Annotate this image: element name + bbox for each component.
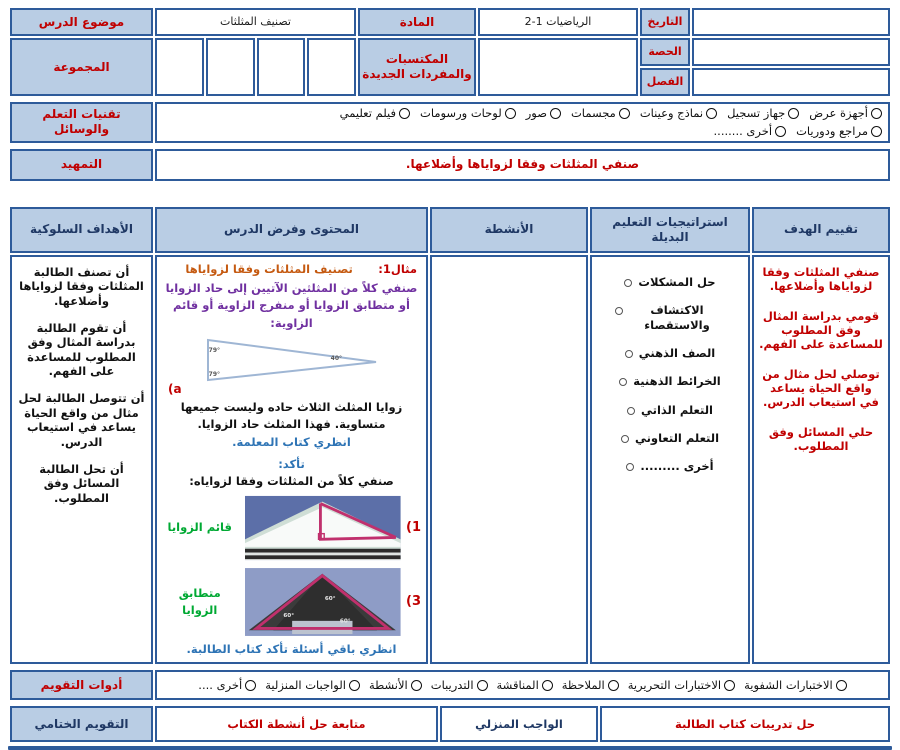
media-option-8[interactable] [714,124,787,138]
intro-text: صنفي المثلثات وفقا لزواياها وأضلاعها. [155,149,890,181]
confirm-label: تأكد: [278,456,305,471]
media-option-1[interactable] [727,106,799,120]
col-header-content: المحتوى وفرض الدرس [155,207,428,253]
objective-item: أن تصنف الطالبة المثلثات وفقا لزواياها وأضلاعها. [19,264,144,308]
assessment-tools-table [8,668,892,702]
assessment-option-label: الملاحظة [561,678,605,693]
item-number: 3) [406,594,421,610]
media-row-label: تقنيات التعلم والوسائل [10,102,153,143]
intro-label: التمهيد [10,149,153,181]
radio-icon[interactable] [411,680,422,691]
radio-icon[interactable] [836,680,847,691]
group-cell-2[interactable] [257,38,306,96]
new-vocab-label: المكتسبات والمفردات الجديدة [358,38,476,96]
svg-text:79°: 79° [208,370,220,378]
assessment-option-label: المناقشة [496,678,539,693]
triangle-svg [202,336,382,384]
homework-label: الواجب المنزلي [440,706,598,742]
roof-photo [245,494,401,562]
header-row-period [10,38,890,66]
radio-icon[interactable] [619,108,630,119]
bullet-icon [619,378,627,386]
spacer-cell-2 [598,187,754,203]
radio-icon[interactable] [505,108,516,119]
strategy-item[interactable] [597,346,743,360]
media-option-label: نماذج وعينات [639,106,704,120]
goal-eval-cell[interactable] [752,255,890,665]
radio-icon[interactable] [871,126,882,137]
spacer-cell-1 [756,187,890,203]
assessment-tools-label: أدوات التقويم [10,670,153,700]
pyramid-photo [245,566,401,638]
bottom-rule [8,746,892,750]
assessment-option-7[interactable] [198,678,256,692]
bullet-icon [627,407,635,415]
strategies-list [597,261,743,474]
group-label: المجموعة [10,38,153,96]
photo-row-2 [162,566,421,638]
item-number: 1) [406,520,421,536]
spacer-cell-3 [442,187,596,203]
subject-value[interactable]: الرياضيات 1-2 [478,8,638,36]
lesson-topic-value[interactable]: تصنيف المثلثات [155,8,356,36]
strategy-item[interactable] [597,459,743,473]
main-body-row [10,255,890,665]
assessment-options-cell[interactable] [155,670,890,700]
teacher-book-note: انظري كتاب المعلمة. [232,435,351,450]
radio-icon[interactable] [550,108,561,119]
header-row-topic [10,8,890,36]
radio-icon[interactable] [245,680,256,691]
media-option-2[interactable] [640,106,717,120]
spacer-cell-4 [151,187,440,203]
strategy-item[interactable] [597,275,743,289]
assessment-option-4[interactable] [431,678,488,692]
radio-icon[interactable] [542,680,553,691]
col-header-goal-eval: تقييم الهدف [752,207,890,253]
col-header-objectives: الأهداف السلوكية [10,207,153,253]
goal-eval-list [759,261,883,454]
date-value-cell[interactable] [692,8,890,36]
svg-text:60°: 60° [283,613,295,620]
date-label: التاريخ [640,8,690,36]
final-eval-label: التقويم الختامي [10,706,153,742]
media-table [8,100,892,145]
bullet-icon [626,463,634,471]
content-body [162,261,421,659]
media-option-label: مراجع ودوريات [796,124,868,139]
spacer-row [10,187,890,203]
radio-icon[interactable] [788,108,799,119]
assessment-option-3[interactable] [497,678,553,692]
media-option-5[interactable] [420,106,516,120]
new-vocab-value[interactable] [478,38,638,96]
period-label: الحصة [640,38,690,66]
strategy-item[interactable] [597,431,743,445]
assessment-option-6[interactable] [265,678,360,692]
group-cell-3[interactable] [206,38,255,96]
radio-icon[interactable] [706,108,717,119]
spacer-table [8,185,892,205]
final-eval-table [8,704,892,744]
main-table [8,205,892,667]
objectives-list [17,261,146,505]
media-option-label: جهاز تسجيل [727,106,786,120]
period-value-cell[interactable] [692,38,890,66]
objective-item: أن تقوم الطالبة بدراسة المثال وفق المطلوب للمساعدة على الفهم. [27,320,136,378]
intro-table [8,147,892,183]
objective-item: أن تتوصل الطالبة لحل مثال من واقع الحياة يساعد في استيعاب الدرس. [18,391,145,449]
assessment-option-2[interactable] [562,678,619,692]
media-option-7[interactable] [796,124,882,138]
media-option-label: لوحات ورسومات [420,106,502,120]
strategy-item[interactable] [597,303,743,332]
media-option-6[interactable] [340,106,410,120]
assessment-option-1[interactable] [628,678,735,692]
part-a-mark: a) [168,381,182,396]
class-label: الفصل [640,68,690,96]
radio-icon[interactable] [477,680,488,691]
lesson-topic-label: موضوع الدرس [10,8,153,36]
radio-icon[interactable] [399,108,410,119]
media-option-label: صور [525,106,547,120]
col-header-activities: الأنشطة [430,207,588,253]
media-option-label: أجهزة عرض [809,106,868,120]
svg-text:60°: 60° [340,618,352,625]
radio-icon[interactable] [608,680,619,691]
group-cell-1[interactable] [307,38,356,96]
bullet-icon [615,307,623,315]
content-cell[interactable] [155,255,428,665]
strategy-label: التعلم الذاتي [641,402,713,417]
strategy-label: حل المشكلات [638,274,716,289]
homework-value[interactable]: حل تدريبات كتاب الطالبة [600,706,890,742]
media-options-cell[interactable] [155,102,890,143]
spacer-cell-5 [10,187,149,203]
goal-eval-item: حلي المسائل وفق المطلوب. [768,424,874,454]
col-header-strategies: استراتيجيات التعليم البديلة [590,207,750,253]
assessment-option-label: الاختبارات الشفوية [744,678,833,693]
objectives-cell[interactable] [10,255,153,665]
assessment-option-5[interactable] [369,678,422,692]
class-value-cell[interactable] [692,68,890,96]
goal-eval-item: قومي بدراسة المثال وفق المطلوب للمساعدة على الفهم. [759,308,883,352]
svg-text:60°: 60° [325,596,336,603]
assessment-tools-row [10,670,890,700]
strategy-label: التعلم التعاوني [634,431,720,445]
media-option-4[interactable] [526,106,561,120]
assessment-option-label: أخرى .... [198,678,243,693]
photo-row-1 [162,494,421,562]
media-option-3[interactable] [571,106,630,120]
radio-icon[interactable] [724,680,735,691]
intro-row [10,149,890,181]
final-eval-row [10,706,890,742]
assessment-option-label: الواجبات المنزلية [265,678,346,693]
assessment-option-label: الاختبارات التحريرية [627,678,722,693]
bullet-icon [621,435,629,443]
media-option-0[interactable] [809,106,882,120]
media-option-label: مجسمات [570,106,616,120]
subject-label: المادة [358,8,476,36]
strategy-item[interactable] [597,403,743,417]
radio-icon[interactable] [775,126,786,137]
strategy-label: أخرى ......... [640,459,714,474]
svg-text:79°: 79° [208,346,220,354]
part-a-text: زوايا المثلث الثلاث حاده وليست جميعها متساوية. فهذا المثلث حاد الزوايا. [180,399,403,431]
strategies-cell[interactable] [590,255,750,665]
goal-eval-item: توصلي لحل مثال من واقع الحياة يساعد في استيعاب الدرس. [762,366,880,410]
example-label: مثال1: [378,261,417,276]
header-table [8,6,892,98]
assessment-option-label: الأنشطة [368,678,408,693]
svg-text:40°: 40° [330,354,342,362]
item-caption: قائم الزوايا [167,520,232,535]
assessment-option-0[interactable] [744,678,847,692]
strategy-item[interactable] [597,374,743,388]
main-column-headers [10,207,890,253]
objective-item: أن تحل الطالبة المسائل وفق المطلوب. [39,461,124,505]
content-footer-note: انظري باقي أسئلة تأكد كتاب الطالبة. [186,642,397,656]
media-options-list [157,104,888,141]
media-option-label: فيلم تعليمي [339,106,396,120]
strategy-label: الاكتشاف والاستقصاء [644,303,710,332]
activities-cell[interactable] [430,255,588,665]
bullet-icon [624,279,632,287]
bullet-icon [625,350,633,358]
assessment-option-label: التدريبات [430,678,474,693]
strategy-label: الخرائط الذهنية [633,374,721,389]
followup-text[interactable]: متابعة حل أنشطة الكتاب [155,706,438,742]
goal-eval-item: صنفي المثلثات وفقا لزواياها وأضلاعها. [762,264,880,294]
example-instruction: صنفي كلاً من المثلثين الآتيين إلى حاد الزوايا أو متطابق الزوايا أو منفرج الزاوية أو قائم الزاوية: [165,281,418,330]
group-cell-4[interactable] [155,38,204,96]
item-caption: متطابق الزوايا [178,585,221,617]
example-heading [162,261,421,278]
media-option-label: أخرى ........ [713,124,773,139]
radio-icon[interactable] [349,680,360,691]
strategy-label: الصف الذهني [638,345,716,360]
media-row [10,102,890,143]
radio-icon[interactable] [871,108,882,119]
assessment-options-list [157,676,888,694]
confirm-text: صنفي كلاً من المثلثات وفقا لزواياه: [189,473,394,488]
example-title: تصنيف المثلثات وفقا لزواياها [185,261,353,276]
acute-triangle-figure [162,336,421,384]
